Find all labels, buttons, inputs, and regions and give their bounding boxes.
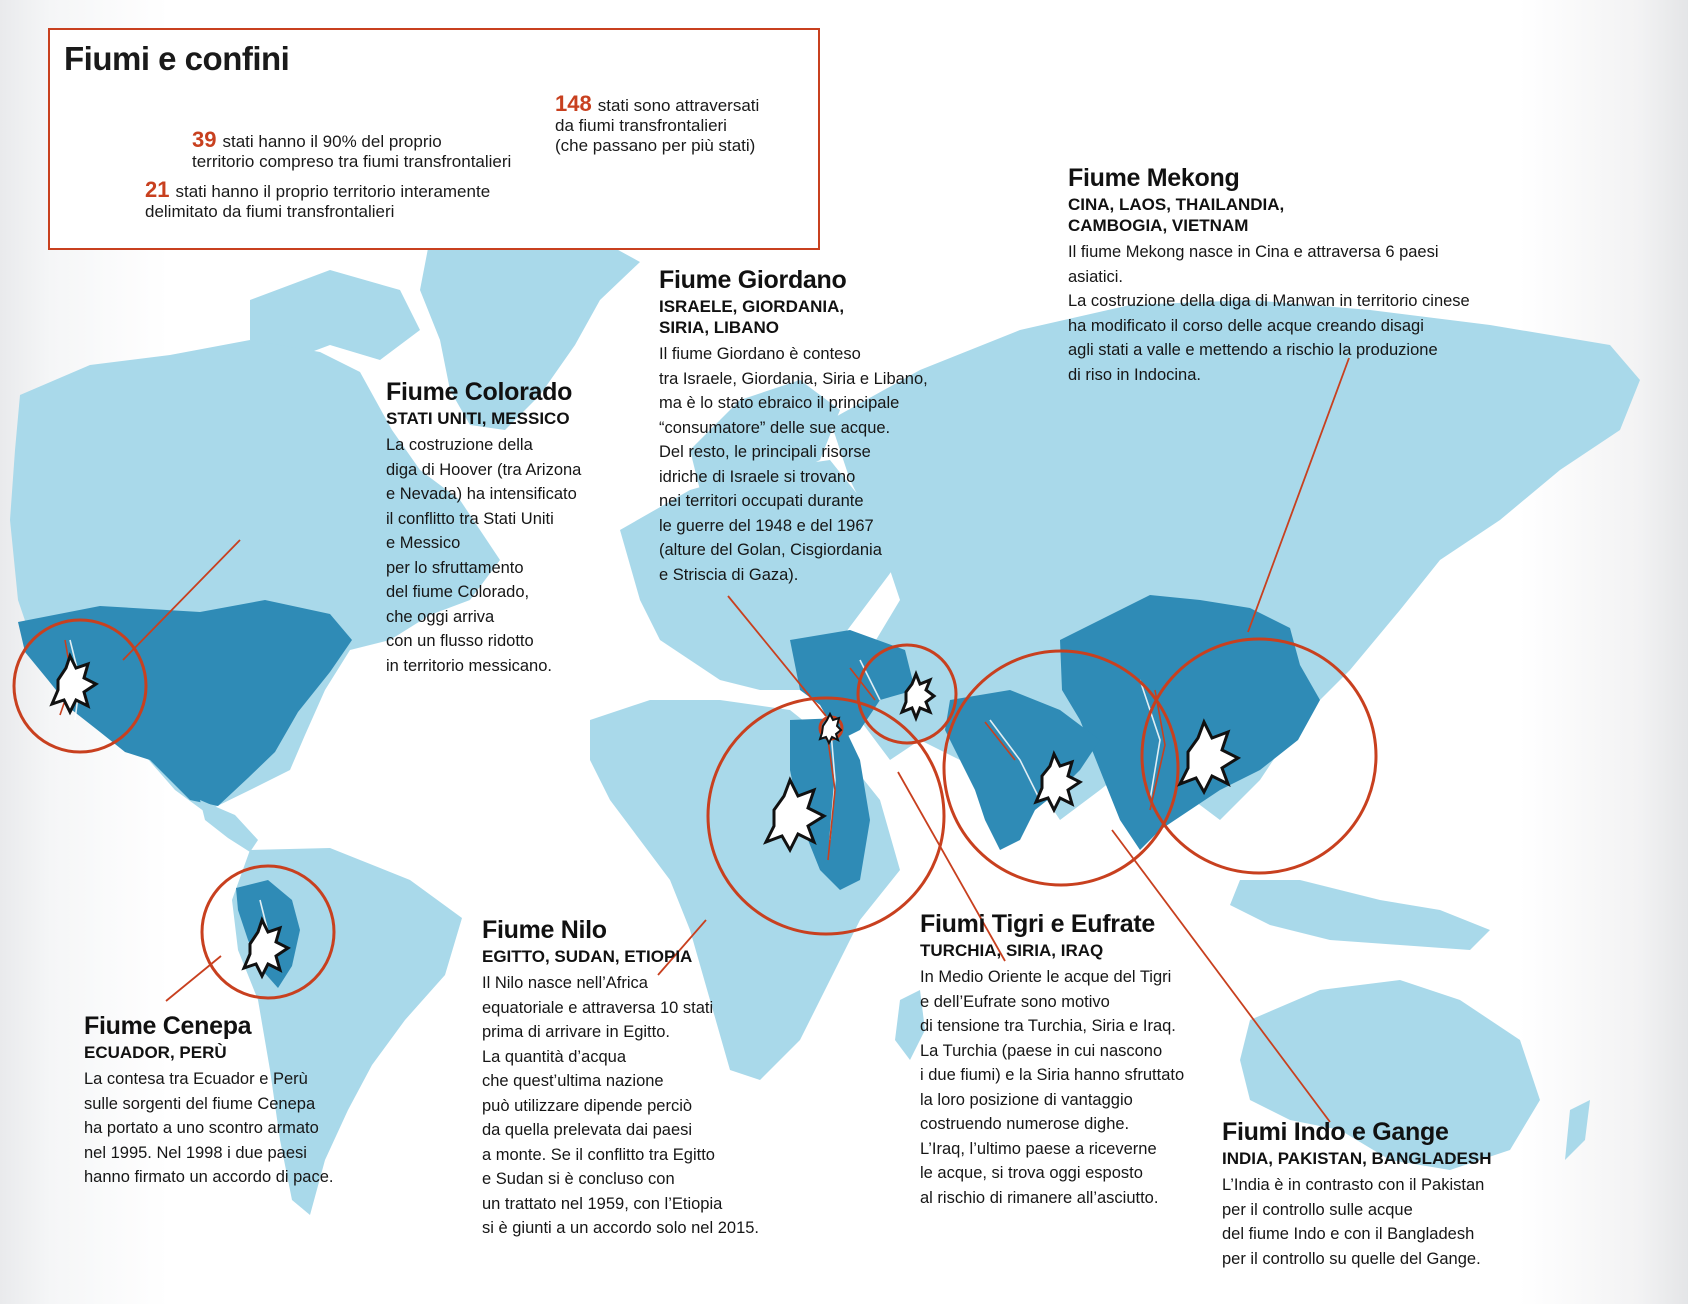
nilo-countries: EGITTO, SUDAN, ETIOPIA xyxy=(482,947,693,966)
mekong-text: Il fiume Mekong nasce in Cina e attraversa 6 paesi asiatici. La costruzione della diga di Manwan in territorio cinese ha modificato il corso delle acque creando disagi agli stati a valle e mettendo a rischio la produzione di riso in Indocina. xyxy=(1068,243,1470,384)
colorado-countries: STATI UNITI, MESSICO xyxy=(386,409,570,428)
header-title: Fiumi e confini xyxy=(64,40,290,77)
giordano-title: Fiume Giordano xyxy=(659,266,847,294)
indo-title: Fiumi Indo e Gange xyxy=(1222,1118,1449,1146)
stat-39 xyxy=(192,127,512,172)
indo-block xyxy=(1222,1118,1532,1271)
giordano-countries: ISRAELE, GIORDANIA, SIRIA, LIBANO xyxy=(659,297,845,337)
colorado-title: Fiume Colorado xyxy=(386,378,573,406)
mekong-countries: CINA, LAOS, THAILANDIA, CAMBOGIA, VIETNAM xyxy=(1068,195,1285,235)
stat-148-number: 148 xyxy=(555,91,592,116)
nilo-title: Fiume Nilo xyxy=(482,916,607,944)
tigri-text: In Medio Oriente le acque del Tigri e dell’Eufrate sono motivo di tensione tra Turchia, Siria e Iraq. La Turchia (paese in cui nascono i due fiumi) e la Siria hanno sfruttato la loro posizione di vantaggio costruendo numerose dighe. L’Iraq, l’ultimo paese a riceverne le acque, si trova oggi esposto al rischio di rimanere all’asciutto. xyxy=(920,968,1185,1207)
stat-148 xyxy=(555,91,760,156)
stat-148-text: stati sono attraversati da fiumi transfrontalieri (che passano per più stati) xyxy=(555,96,760,155)
giordano-block xyxy=(659,266,959,587)
indo-countries: INDIA, PAKISTAN, BANGLADESH xyxy=(1222,1149,1492,1168)
land-southeast-asia xyxy=(1230,880,1490,950)
cenepa-block xyxy=(84,1012,384,1190)
stat-39-number: 39 xyxy=(192,127,217,152)
tigri-countries: TURCHIA, SIRIA, IRAQ xyxy=(920,941,1104,960)
land-central-america xyxy=(200,800,258,852)
stat-21-text: stati hanno il proprio territorio interamente delimitato da fiumi transfrontalieri xyxy=(145,182,491,221)
stat-39-text: stati hanno il 90% del proprio territorio compreso tra fiumi transfrontalieri xyxy=(192,132,512,171)
nilo-block xyxy=(482,916,782,1241)
tigri-block xyxy=(920,910,1220,1210)
cenepa-text: La contesa tra Ecuador e Perù sulle sorgenti del fiume Cenepa ha portato a uno scontro armato nel 1995. Nel 1998 i due paesi hanno firmato un accordo di pace. xyxy=(84,1070,334,1186)
cenepa-title: Fiume Cenepa xyxy=(84,1012,252,1040)
mekong-block xyxy=(1068,164,1488,387)
giordano-text: Il fiume Giordano è conteso tra Israele, Giordania, Siria e Libano, ma è lo stato ebraico il principale “consumatore” delle sue acque. Del resto, le principali risorse idriche di Israele si trovano nei territori occupati durante le guerre del 1948 e del 1967 (alture del Golan, Cisgiordania e Striscia di Gaza). xyxy=(659,345,928,584)
cenepa-countries: ECUADOR, PERÙ xyxy=(84,1043,227,1062)
stat-21 xyxy=(145,177,491,222)
tigri-title: Fiumi Tigri e Eufrate xyxy=(920,910,1155,938)
indo-text: L’India è in contrasto con il Pakistan per il controllo sulle acque del fiume Indo e con il Bangladesh per il controllo su quelle del Gange. xyxy=(1222,1176,1485,1268)
colorado-text: La costruzione della diga di Hoover (tra Arizona e Nevada) ha intensificato il conflitto tra Stati Uniti e Messico per lo sfruttamento del fiume Colorado, che oggi arriva con un flusso ridotto in territorio messicano. xyxy=(386,436,582,675)
header-summary-box xyxy=(48,28,820,250)
mekong-title: Fiume Mekong xyxy=(1068,164,1240,192)
nilo-text: Il Nilo nasce nell’Africa equatoriale e attraversa 10 stati prima di arrivare in Egitto. La quantità d’acqua che quest’ultima nazione può utilizzare dipende perciò da quella prelevata dai paesi a monte. Se il conflitto tra Egitto e Sudan si è concluso con un trattato nel 1959, con l’Etiopia si è giunti a un accordo solo nel 2015. xyxy=(482,974,760,1237)
stat-21-number: 21 xyxy=(145,177,170,202)
land-new-zealand xyxy=(1565,1100,1590,1160)
colorado-block xyxy=(386,378,616,678)
land-china-highlight xyxy=(1060,595,1320,850)
